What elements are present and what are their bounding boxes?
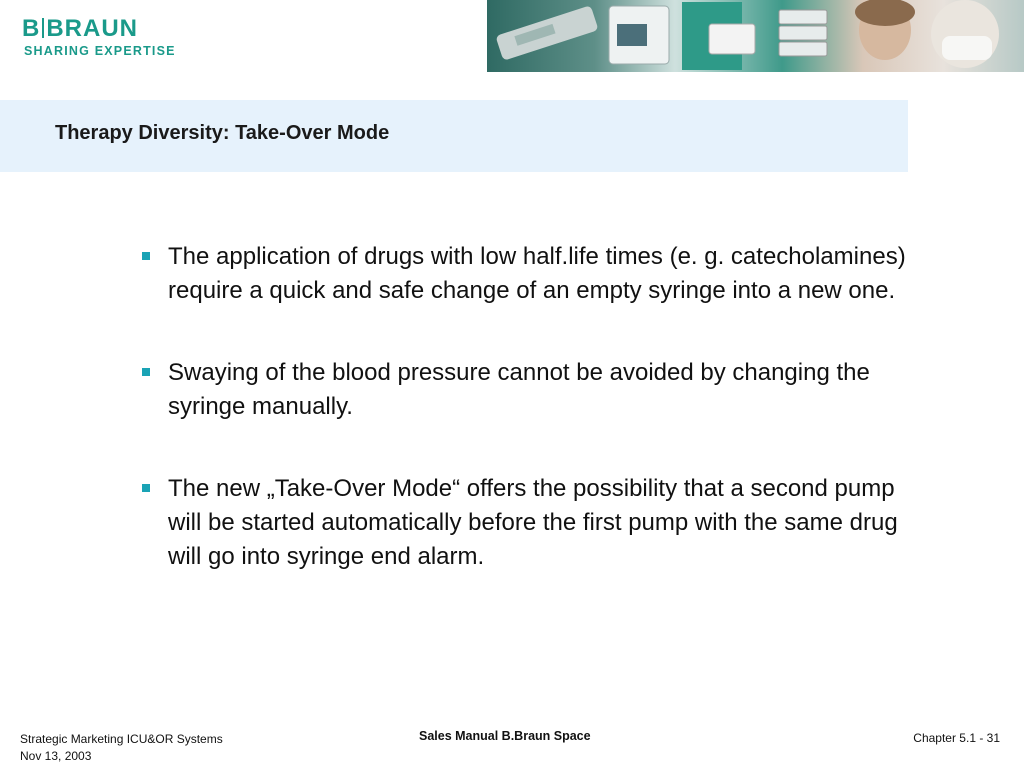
footer-title: Sales Manual B.Braun Space <box>419 729 591 743</box>
footer-department: Strategic Marketing ICU&OR Systems <box>20 732 223 746</box>
logo-brand-left: B <box>22 15 41 42</box>
bbraun-logo <box>22 16 182 60</box>
footer-left <box>20 731 223 765</box>
logo-brand <box>22 16 138 42</box>
square-bullet-icon <box>142 252 150 260</box>
square-bullet-icon <box>142 484 150 492</box>
footer-page-number: Chapter 5.1 - 31 <box>913 731 1000 745</box>
medical-devices-banner <box>487 0 1024 72</box>
bullet-item <box>140 356 920 424</box>
logo-divider <box>42 18 44 38</box>
slide-title: Therapy Diversity: Take-Over Mode <box>55 122 390 144</box>
bullet-item <box>140 240 920 308</box>
bullet-text: The new „Take-Over Mode“ offers the possibility that a second pump will be started automatically before the first pump with the same drug will go into syringe end alarm. <box>168 475 898 570</box>
logo-tagline: SHARING EXPERTISE <box>24 44 176 58</box>
banner-image <box>487 0 1024 72</box>
bullet-text: The application of drugs with low half.life times (e. g. catecholamines) require a quick and safe change of an empty syringe into a new one. <box>168 243 906 304</box>
bullet-text: Swaying of the blood pressure cannot be avoided by changing the syringe manually. <box>168 359 870 420</box>
footer-date: Nov 13, 2003 <box>20 749 92 763</box>
square-bullet-icon <box>142 368 150 376</box>
bullet-item <box>140 472 920 574</box>
bullet-list <box>140 240 920 622</box>
logo-brand-right: BRAUN <box>46 15 139 42</box>
